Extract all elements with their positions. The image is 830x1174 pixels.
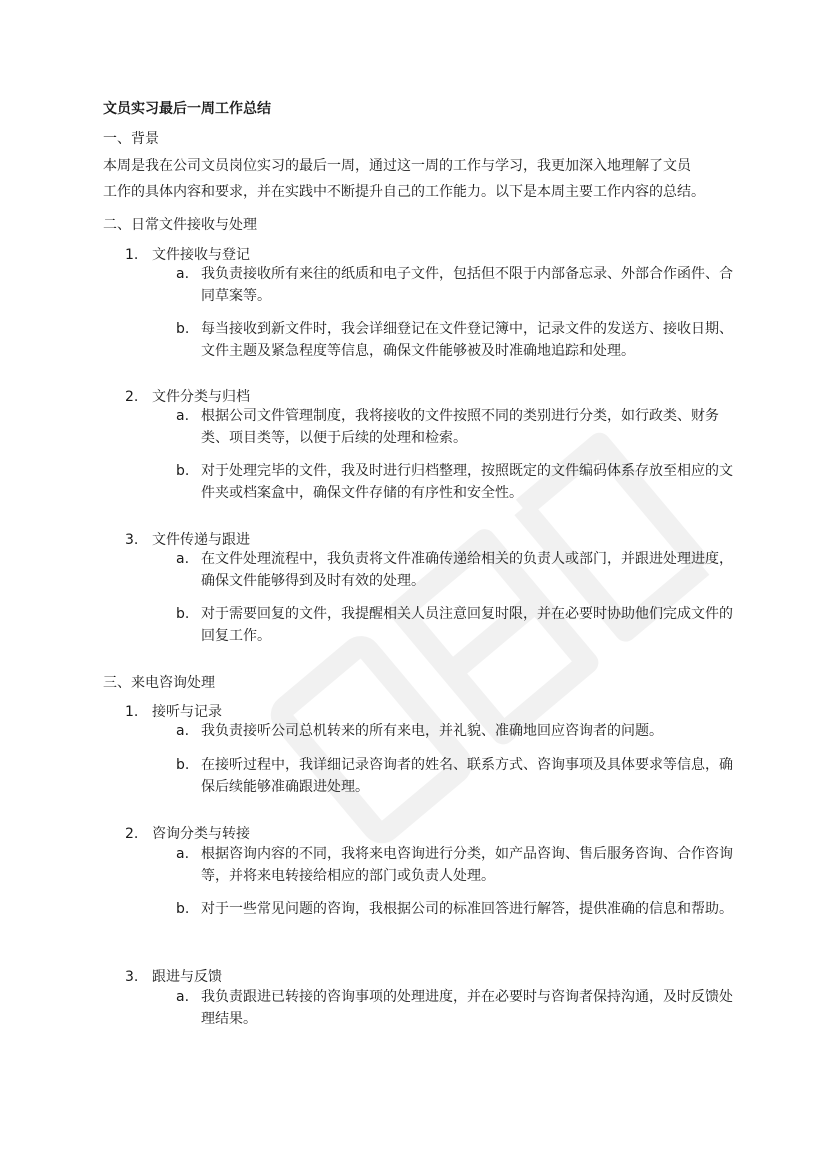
item-marker: b.	[176, 606, 190, 622]
section-heading-phone-inquiries: 三、来电咨询处理	[103, 675, 215, 691]
subsection-number: 1.	[125, 704, 139, 720]
list-item	[176, 460, 746, 504]
item-marker: a.	[176, 551, 190, 567]
item-marker: b.	[176, 901, 190, 917]
item-text: 对于处理完毕的文件，我及时进行归档整理，按照既定的文件编码体系存放至相应的文件夹或档案盒中，确保文件存储的有序性和安全性。	[201, 463, 733, 501]
subsection-heading	[125, 530, 250, 550]
subsection-number: 2.	[125, 389, 139, 405]
item-marker: a.	[176, 989, 190, 1005]
list-item	[176, 843, 746, 887]
item-marker: b.	[176, 321, 190, 337]
subsection-heading	[125, 967, 222, 987]
list-item	[176, 263, 746, 307]
subsection-title: 文件传递与跟进	[152, 532, 250, 548]
section-heading-file-handling: 二、日常文件接收与处理	[103, 217, 257, 233]
list-item	[176, 754, 746, 798]
item-marker: a.	[176, 723, 190, 739]
subsection-title: 文件分类与归档	[152, 389, 250, 405]
item-text: 我负责跟进已转接的咨询事项的处理进度，并在必要时与咨询者保持沟通，及时反馈处理结果。	[201, 989, 733, 1027]
item-text: 在文件处理流程中，我负责将文件准确传递给相关的负责人或部门，并跟进处理进度，确保文件能够得到及时有效的处理。	[201, 551, 733, 589]
subsection-heading	[125, 245, 250, 265]
paragraph-line: 本周是我在公司文员岗位实习的最后一周，通过这一周的工作与学习，我更加深入地理解了文员	[103, 158, 691, 174]
subsection-number: 3.	[125, 969, 139, 985]
document-title: 文员实习最后一周工作总结	[103, 101, 271, 117]
subsection-number: 2.	[125, 826, 139, 842]
item-text: 在接听过程中，我详细记录咨询者的姓名、联系方式、咨询事项及具体要求等信息，确保后续能够准确跟进处理。	[201, 757, 733, 795]
list-item	[176, 548, 746, 592]
item-text: 每当接收到新文件时，我会详细登记在文件登记簿中，记录文件的发送方、接收日期、文件主题及紧急程度等信息，确保文件能够被及时准确地追踪和处理。	[201, 321, 733, 359]
subsection-number: 1.	[125, 247, 139, 263]
subsection-heading	[125, 702, 222, 722]
subsection-heading	[125, 824, 250, 844]
item-text: 我负责接收所有来往的纸质和电子文件，包括但不限于内部备忘录、外部合作函件、合同草案等。	[201, 266, 733, 304]
item-text: 我负责接听公司总机转来的所有来电，并礼貌、准确地回应咨询者的问题。	[201, 723, 663, 739]
item-marker: b.	[176, 463, 190, 479]
item-text: 对于一些常见问题的咨询，我根据公司的标准回答进行解答，提供准确的信息和帮助。	[201, 901, 733, 917]
list-item	[176, 318, 746, 362]
list-item	[176, 405, 746, 449]
subsection-title: 跟进与反馈	[152, 969, 222, 985]
subsection-number: 3.	[125, 532, 139, 548]
item-text: 根据咨询内容的不同，我将来电咨询进行分类，如产品咨询、售后服务咨询、合作咨询等，并将来电转接给相应的部门或负责人处理。	[201, 846, 733, 884]
item-marker: a.	[176, 266, 190, 282]
paragraph-line: 工作的具体内容和要求，并在实践中不断提升自己的工作能力。以下是本周主要工作内容的总结。	[103, 184, 705, 200]
list-item	[176, 720, 746, 742]
item-text: 对于需要回复的文件，我提醒相关人员注意回复时限，并在必要时协助他们完成文件的回复工作。	[201, 606, 733, 644]
list-item	[176, 603, 746, 647]
item-marker: a.	[176, 408, 190, 424]
section-heading-background: 一、背景	[103, 131, 159, 147]
subsection-title: 文件接收与登记	[152, 247, 250, 263]
item-text: 根据公司文件管理制度，我将接收的文件按照不同的类别进行分类，如行政类、财务类、项目类等，以便于后续的处理和检索。	[201, 408, 719, 446]
list-item	[176, 898, 746, 920]
item-marker: a.	[176, 846, 190, 862]
subsection-title: 接听与记录	[152, 704, 222, 720]
subsection-title: 咨询分类与转接	[152, 826, 250, 842]
list-item	[176, 986, 746, 1030]
subsection-heading	[125, 387, 250, 407]
background-paragraph	[103, 153, 743, 205]
item-marker: b.	[176, 757, 190, 773]
